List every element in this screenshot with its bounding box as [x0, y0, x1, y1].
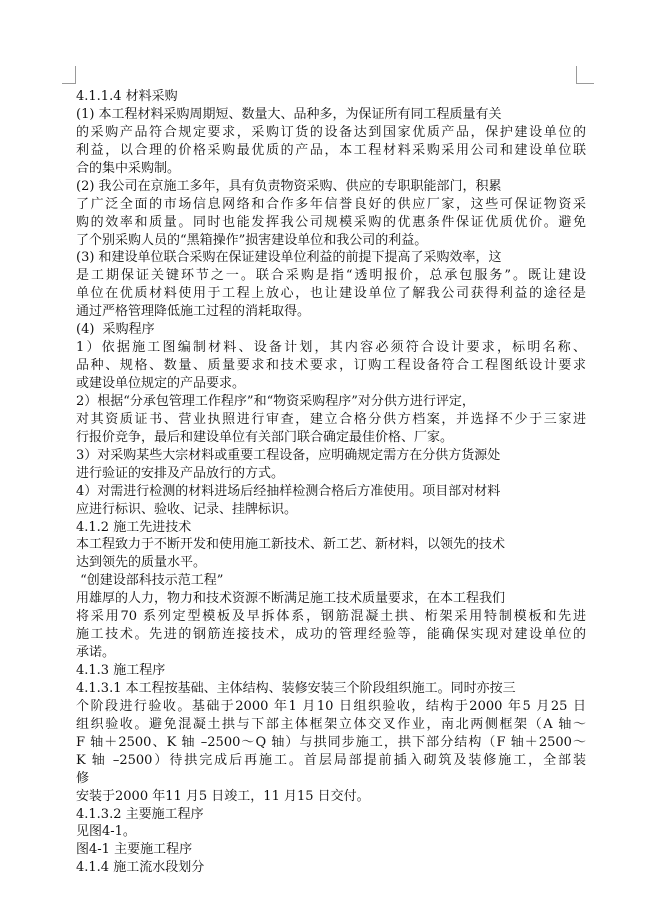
- paragraph-line: 将采用70 系列定型模板及早拆体系，钢筋混凝土拱、桁架采用特制模板和先进: [76, 609, 586, 625]
- paragraph-line: 是工期保证关键环节之一。联合采购是指“透明报价，总承包服务”。既让建设: [76, 268, 586, 284]
- paragraph-line: 见图4-1。: [76, 824, 136, 840]
- page-corner-mark-right: [576, 66, 594, 84]
- paragraph-line: 个阶段进行验收。基础于2000 年1 月10 日组织验收，结构于2000 年5 月25 日: [76, 698, 586, 714]
- paragraph-line: 购的效率和质量。同时也能发挥我公司规模采购的优惠条件保证优质优价。避免: [76, 214, 586, 230]
- section-heading: 4.1.2 施工先进技术: [76, 519, 192, 535]
- paragraph-line: 1）依据施工图编制材料、设备计划，其内容必须符合设计要求，标明名称、: [76, 340, 586, 356]
- paragraph-line: 组织验收。避免混凝土拱与下部主体框架立体交叉作业，南北两侧框架（A 轴～: [76, 716, 586, 732]
- section-heading: 4.1.3 施工程序: [76, 663, 166, 678]
- paragraph-line: (1) 本工程材料采购周期短、数量大、品种多，为保证所有同工程质量有关: [76, 106, 502, 122]
- paragraph-line: 承诺。: [76, 645, 116, 661]
- section-heading: 4.1.4 施工流水段划分: [76, 860, 205, 876]
- paragraph-line: K 轴 –2500）待拱完成后再施工。首层局部提前插入砌筑及装修施工，全部装: [76, 752, 586, 768]
- section-heading: 4.1.1.4 材料采购: [76, 89, 178, 104]
- paragraph-line: 施工技术。先进的钢筋连接技术，成功的管理经验等，能确保实现对建设单位的: [76, 627, 586, 643]
- paragraph-line: 本工程致力于不断开发和使用施工新技术、新工艺、新材料，以领先的技术: [76, 537, 506, 553]
- paragraph-line: 行报价竞争，最后和建设单位有关部门联合确定最佳价格、厂家。: [76, 429, 454, 445]
- paragraph-line: 安装于2000 年11 月5 日竣工，11 月15 日交付。: [76, 788, 370, 804]
- paragraph-line: 3）对采购某些大宗材料或重要工程设备，应明确规定需方在分供方货源处: [76, 447, 501, 463]
- subsection-heading: 4.1.3.2 主要施工程序: [76, 806, 204, 822]
- paragraph-line: 2）根据“分承包管理工作程序”和“物资采购程序”对分供方进行评定，: [76, 393, 475, 409]
- paragraph-line: 4）对需进行检测的材料进场后经抽样检测合格后方准使用。项目部对材料: [76, 483, 501, 499]
- paragraph-line: 利益，以合理的价格采购最优质的产品，本工程材料采购采用公司和建设单位联: [76, 142, 586, 158]
- figure-caption: 图4-1 主要施工程序: [76, 842, 193, 858]
- paragraph-line: 了个别采购人员的“黑箱操作”损害建设单位和我公司的利益。: [76, 232, 428, 248]
- page-corner-mark-left: [62, 66, 76, 84]
- paragraph-line: 进行验证的安排及产品放行的方式。: [76, 465, 285, 481]
- paragraph-line: 通过严格管理降低施工过程的消耗取得。: [76, 304, 311, 320]
- paragraph-line: 用雄厚的人力，物力和技术资源不断满足施工技术质量要求，在本工程我们: [76, 591, 506, 607]
- paragraph-line: 合的集中采购制。: [76, 160, 181, 176]
- paragraph-line: 对其资质证书、营业执照进行审查，建立合格分供方档案，并选择不少于三家进: [76, 411, 586, 427]
- paragraph-line: “创建设部科技示范工程”: [76, 573, 224, 589]
- paragraph-line: F 轴＋2500、K 轴 –2500～Q 轴）与拱同步施工，拱下部分结构（F 轴＋2500～: [76, 734, 586, 750]
- paragraph-line: (2) 我公司在京施工多年，具有负责物资采购、供应的专职职能部门，积累: [76, 178, 502, 194]
- paragraph-line: 的采购产品符合规定要求，采购订货的设备达到国家优质产品，保护建设单位的: [76, 124, 586, 140]
- document-body: [76, 88, 586, 877]
- paragraph-line: 达到领先的质量水平。: [76, 555, 207, 571]
- paragraph-line: 应进行标识、验收、记录、挂牌标识。: [76, 501, 298, 517]
- paragraph-line: 品种、规格、数量、质量要求和技术要求，订购工程设备符合工程图纸设计要求: [76, 358, 586, 374]
- paragraph-line: 或建设单位规定的产品要求。: [76, 376, 246, 391]
- paragraph-line: 4.1.3.1 本工程按基础、主体结构、装修安装三个阶段组织施工。同时亦按三: [76, 680, 516, 696]
- paragraph-line: 单位在优质材料使用于工程上放心，也让建设单位了解我公司获得利益的途径是: [76, 286, 586, 302]
- subsection-heading: (4) 采购程序: [76, 322, 155, 338]
- paragraph-line: 了广泛全面的市场信息网络和合作多年信誉良好的供应厂家，这些可保证物资采: [76, 196, 586, 212]
- paragraph-line: 修: [76, 770, 90, 786]
- paragraph-line: (3) 和建设单位联合采购在保证建设单位利益的前提下提高了采购效率，这: [76, 250, 502, 266]
